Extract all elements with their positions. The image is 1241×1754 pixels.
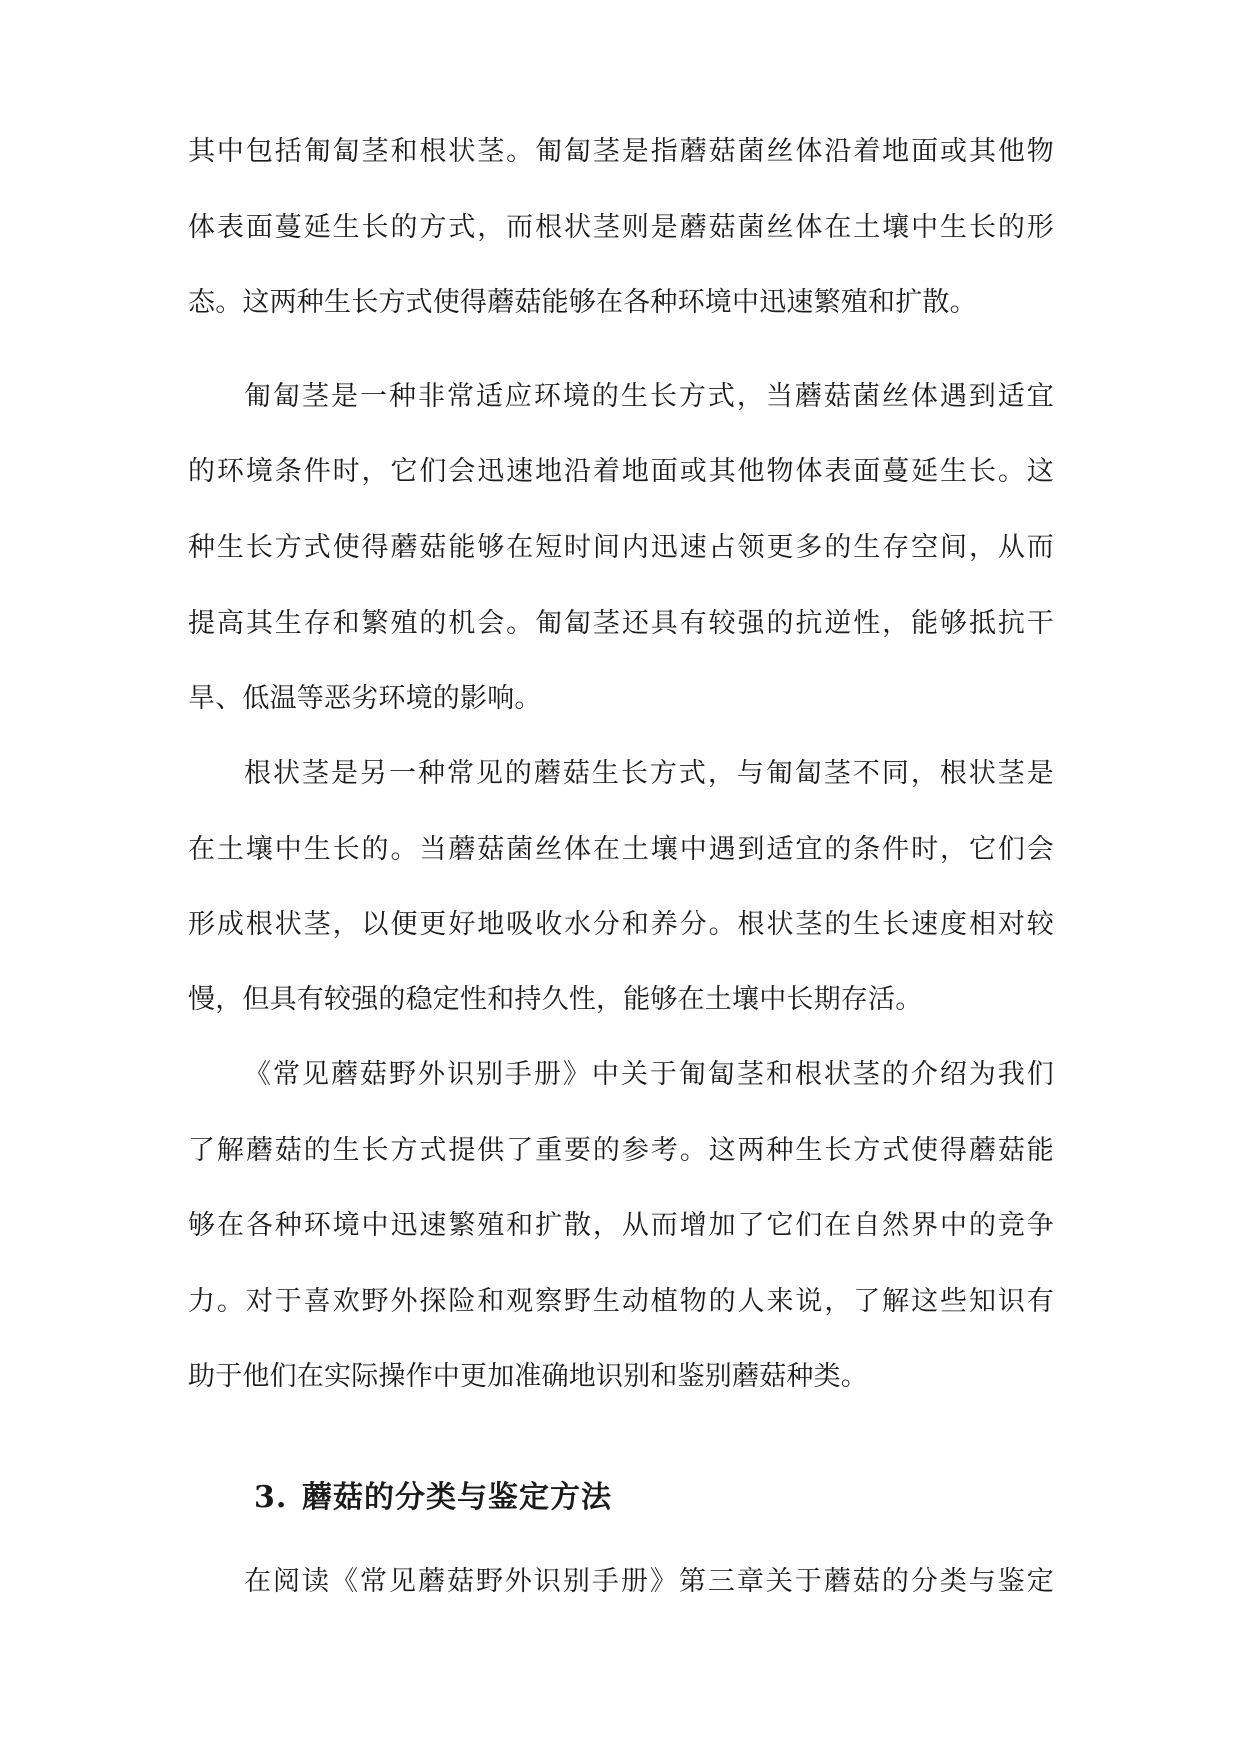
- section-heading: [254, 1476, 612, 1520]
- paragraph-5-line-1: 在阅读《常见蘑菇野外识别手册》第三章关于蘑菇的分类与鉴定: [244, 1566, 1054, 1597]
- paragraph-2-line-3: 种生长方式使得蘑菇能够在短时间内迅速占领更多的生存空间，从而: [188, 532, 1054, 563]
- paragraph-2-line-2: 的环境条件时，它们会迅速地沿着地面或其他物体表面蔓延生长。这: [188, 456, 1054, 487]
- paragraph-4-line-2: 了解蘑菇的生长方式提供了重要的参考。这两种生长方式使得蘑菇能: [188, 1135, 1054, 1166]
- paragraph-4-line-3: 够在各种环境中迅速繁殖和扩散，从而增加了它们在自然界中的竞争: [188, 1210, 1054, 1241]
- paragraph-3-line-4: 慢，但具有较强的稳定性和持久性，能够在土壤中长期存活。: [188, 984, 923, 1015]
- paragraph-1-line-3: 态。这两种生长方式使得蘑菇能够在各种环境中迅速繁殖和扩散。: [188, 287, 977, 318]
- paragraph-1-line-1: 其中包括匍匐茎和根状茎。匍匐茎是指蘑菇菌丝体沿着地面或其他物: [188, 136, 1054, 167]
- paragraph-3-line-1: 根状茎是另一种常见的蘑菇生长方式，与匍匐茎不同，根状茎是: [244, 758, 1054, 789]
- paragraph-4-line-4: 力。对于喜欢野外探险和观察野生动植物的人来说，了解这些知识有: [188, 1286, 1054, 1317]
- section-heading-title: 蘑菇的分类与鉴定方法: [302, 1480, 612, 1515]
- paragraph-3-line-3: 形成根状茎，以便更好地吸收水分和养分。根状茎的生长速度相对较: [188, 909, 1054, 940]
- paragraph-4-line-5: 助于他们在实际操作中更加准确地识别和鉴别蘑菇种类。: [188, 1361, 868, 1392]
- section-heading-number: 3.: [254, 1480, 288, 1515]
- paragraph-2-line-5: 旱、低温等恶劣环境的影响。: [188, 683, 542, 714]
- paragraph-1-line-2: 体表面蔓延生长的方式，而根状茎则是蘑菇菌丝体在土壤中生长的形: [188, 212, 1054, 243]
- paragraph-2-line-4: 提高其生存和繁殖的机会。匍匐茎还具有较强的抗逆性，能够抵抗干: [188, 608, 1054, 639]
- paragraph-2-line-1: 匍匐茎是一种非常适应环境的生长方式，当蘑菇菌丝体遇到适宜: [244, 381, 1054, 412]
- paragraph-3-line-2: 在土壤中生长的。当蘑菇菌丝体在土壤中遇到适宜的条件时，它们会: [188, 834, 1054, 865]
- paragraph-4-line-1: 《常见蘑菇野外识别手册》中关于匍匐茎和根状茎的介绍为我们: [244, 1059, 1054, 1090]
